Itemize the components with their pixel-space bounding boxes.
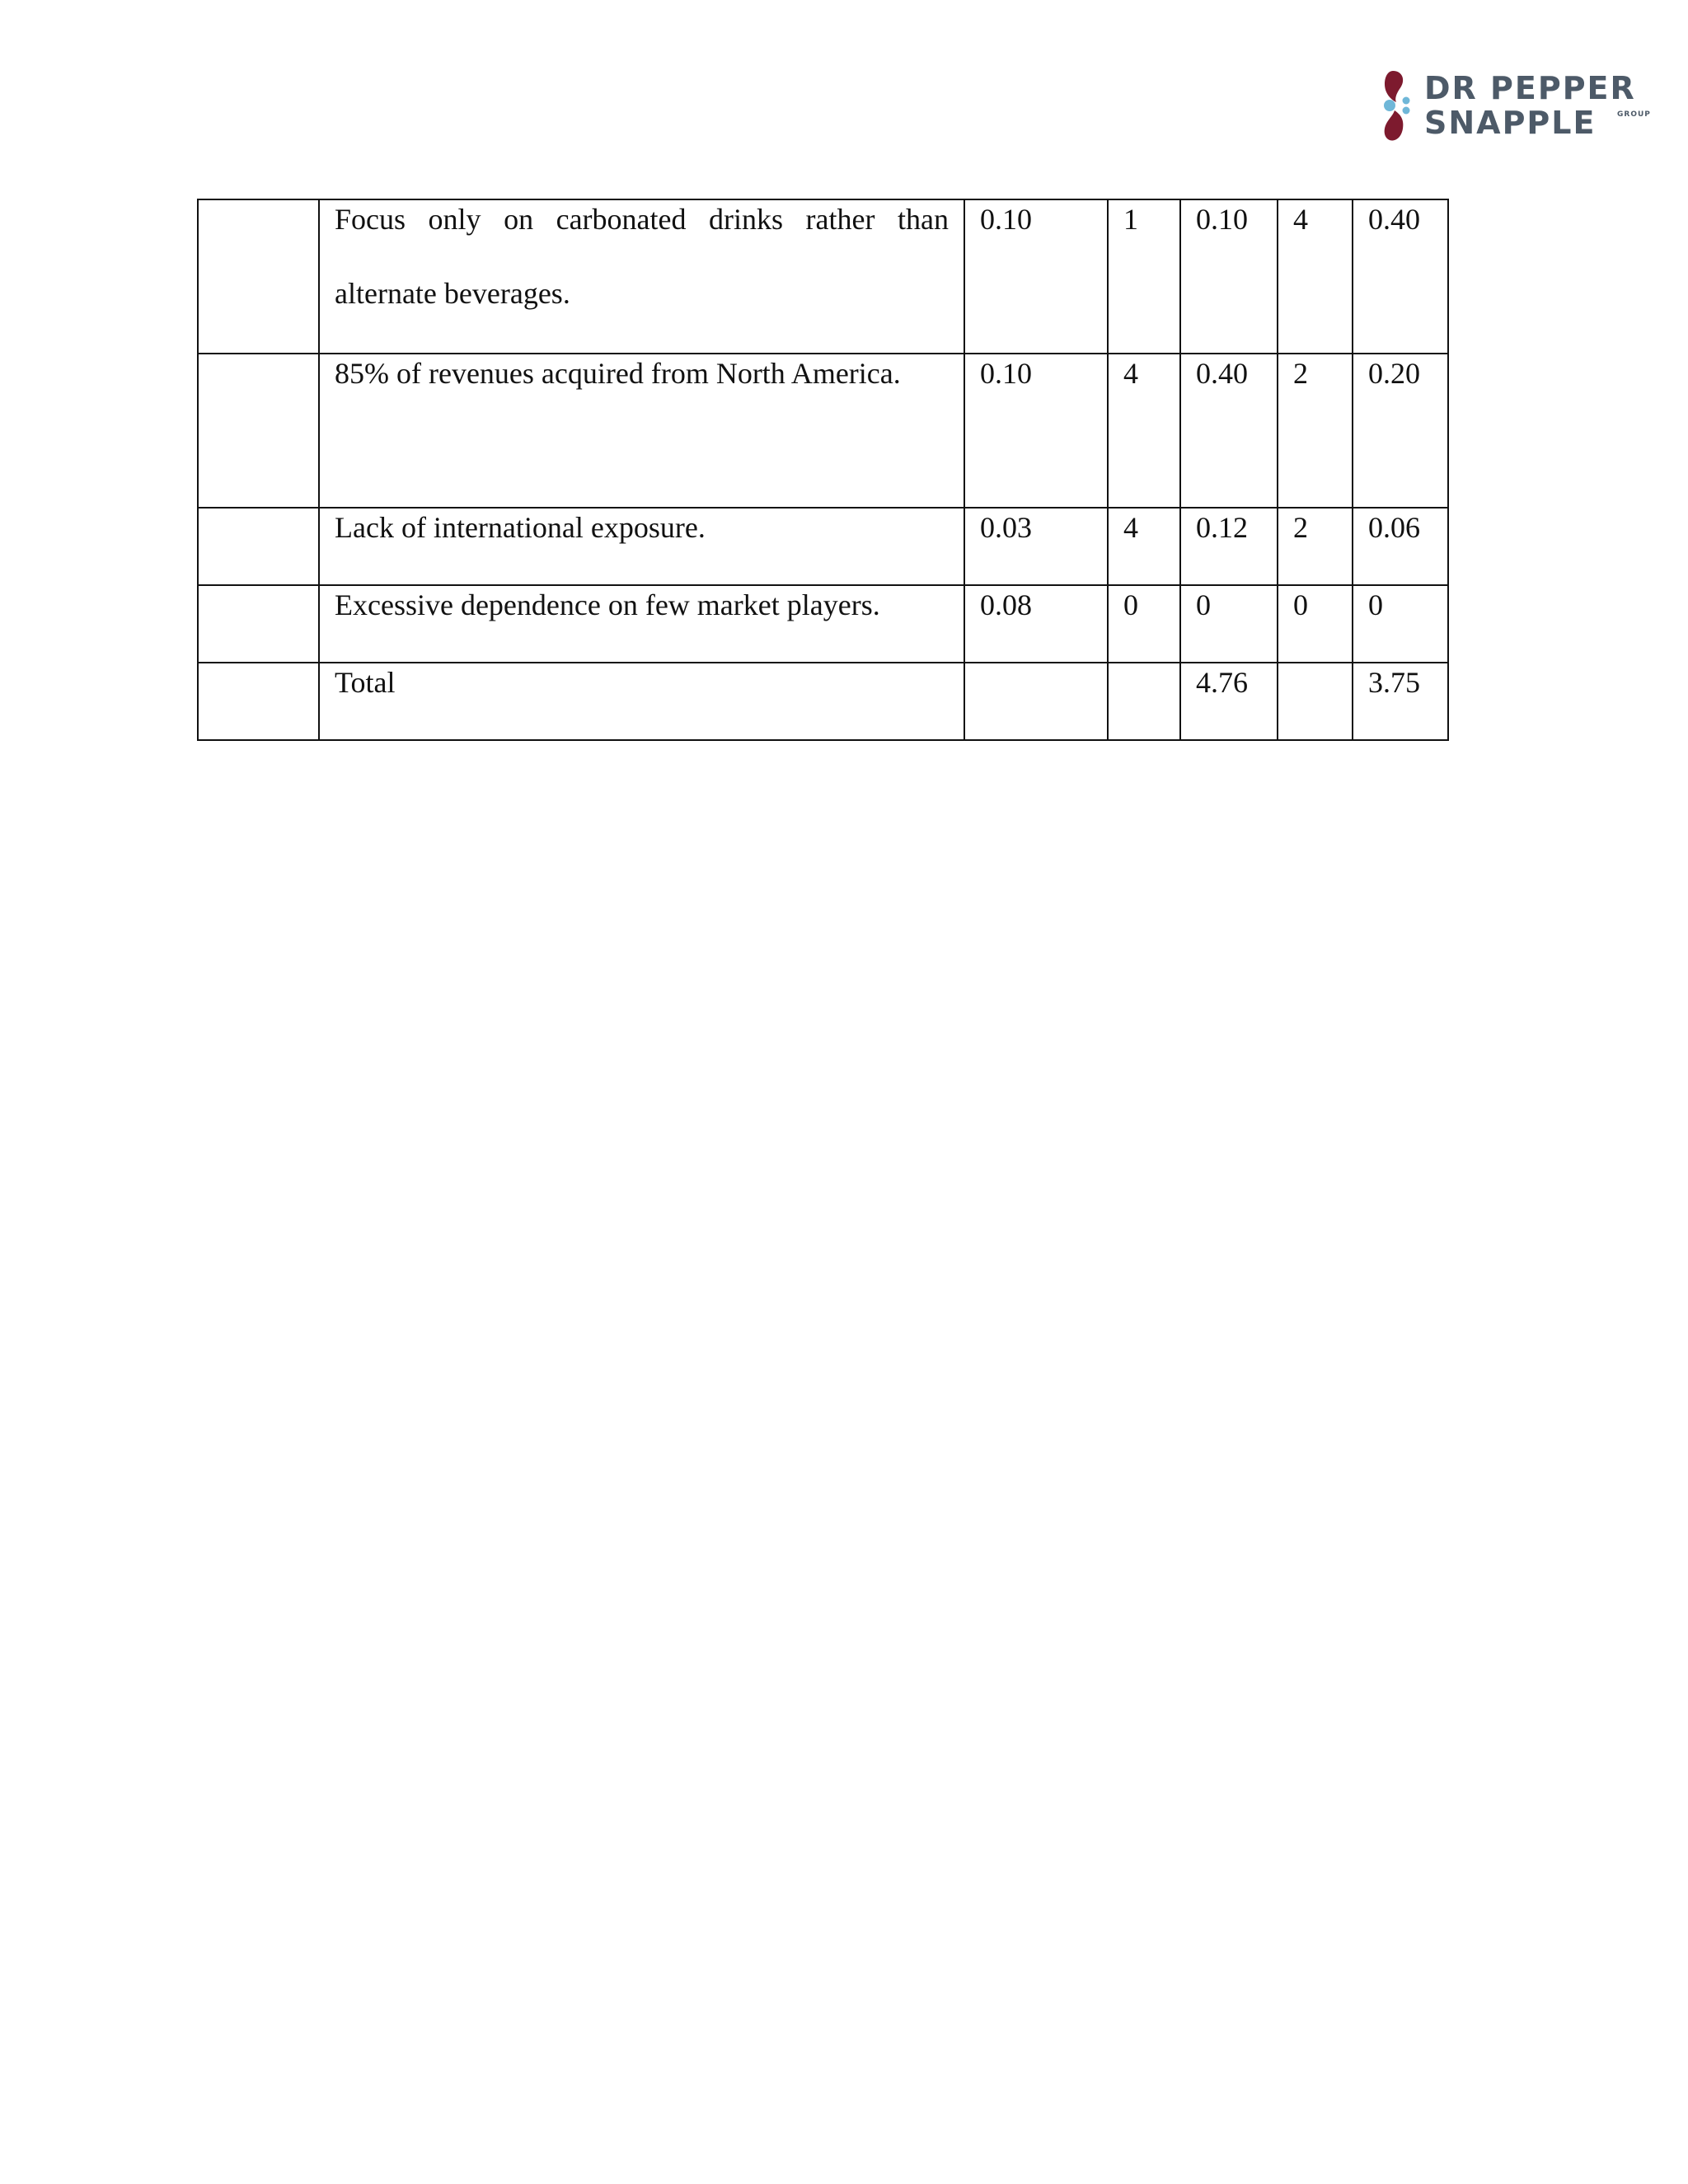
weight-cell: 0.10 bbox=[964, 354, 1108, 508]
table-row bbox=[198, 663, 1448, 740]
row-label-cell bbox=[198, 508, 319, 585]
row-label-cell bbox=[198, 663, 319, 740]
factor-cell: Excessive dependence on few market players. bbox=[319, 585, 964, 663]
rating-2-cell: 4 bbox=[1278, 199, 1353, 354]
row-label-cell bbox=[198, 199, 319, 354]
row-label-cell bbox=[198, 585, 319, 663]
score-1-cell: 0 bbox=[1180, 585, 1278, 663]
score-2-cell: 0.20 bbox=[1353, 354, 1448, 508]
score-2-cell: 0.06 bbox=[1353, 508, 1448, 585]
logo-mark-icon bbox=[1381, 69, 1423, 143]
total-score-2-cell: 3.75 bbox=[1353, 663, 1448, 740]
logo-group-label: GROUP bbox=[1617, 110, 1651, 119]
weight-cell: 0.08 bbox=[964, 585, 1108, 663]
score-1-cell: 0.10 bbox=[1180, 199, 1278, 354]
factor-cell: 85% of revenues acquired from North America. bbox=[319, 354, 964, 508]
rating-2-cell: 2 bbox=[1278, 354, 1353, 508]
rating-1-cell: 0 bbox=[1108, 585, 1180, 663]
rating-2-cell bbox=[1278, 663, 1353, 740]
factor-evaluation-table bbox=[197, 199, 1449, 741]
company-logo bbox=[1381, 69, 1662, 143]
logo-line-1: DR PEPPER bbox=[1424, 70, 1636, 106]
rating-2-cell: 0 bbox=[1278, 585, 1353, 663]
total-label-cell: Total bbox=[319, 663, 964, 740]
weight-cell: 0.03 bbox=[964, 508, 1108, 585]
logo-line-2: SNAPPLE bbox=[1424, 105, 1597, 141]
rating-2-cell: 2 bbox=[1278, 508, 1353, 585]
table-row bbox=[198, 354, 1448, 508]
rating-1-cell: 4 bbox=[1108, 508, 1180, 585]
score-2-cell: 0 bbox=[1353, 585, 1448, 663]
logo-wordmark bbox=[1424, 70, 1636, 141]
score-1-cell: 0.40 bbox=[1180, 354, 1278, 508]
rating-1-cell: 1 bbox=[1108, 199, 1180, 354]
factor-cell: Focus only on carbonated drinks rather than alternate beverages. bbox=[319, 199, 964, 354]
score-1-cell: 0.12 bbox=[1180, 508, 1278, 585]
table-row bbox=[198, 199, 1448, 354]
score-2-cell: 0.40 bbox=[1353, 199, 1448, 354]
row-label-cell bbox=[198, 354, 319, 508]
rating-1-cell bbox=[1108, 663, 1180, 740]
weight-cell: 0.10 bbox=[964, 199, 1108, 354]
rating-1-cell: 4 bbox=[1108, 354, 1180, 508]
weight-cell bbox=[964, 663, 1108, 740]
factor-cell: Lack of international exposure. bbox=[319, 508, 964, 585]
total-score-1-cell: 4.76 bbox=[1180, 663, 1278, 740]
